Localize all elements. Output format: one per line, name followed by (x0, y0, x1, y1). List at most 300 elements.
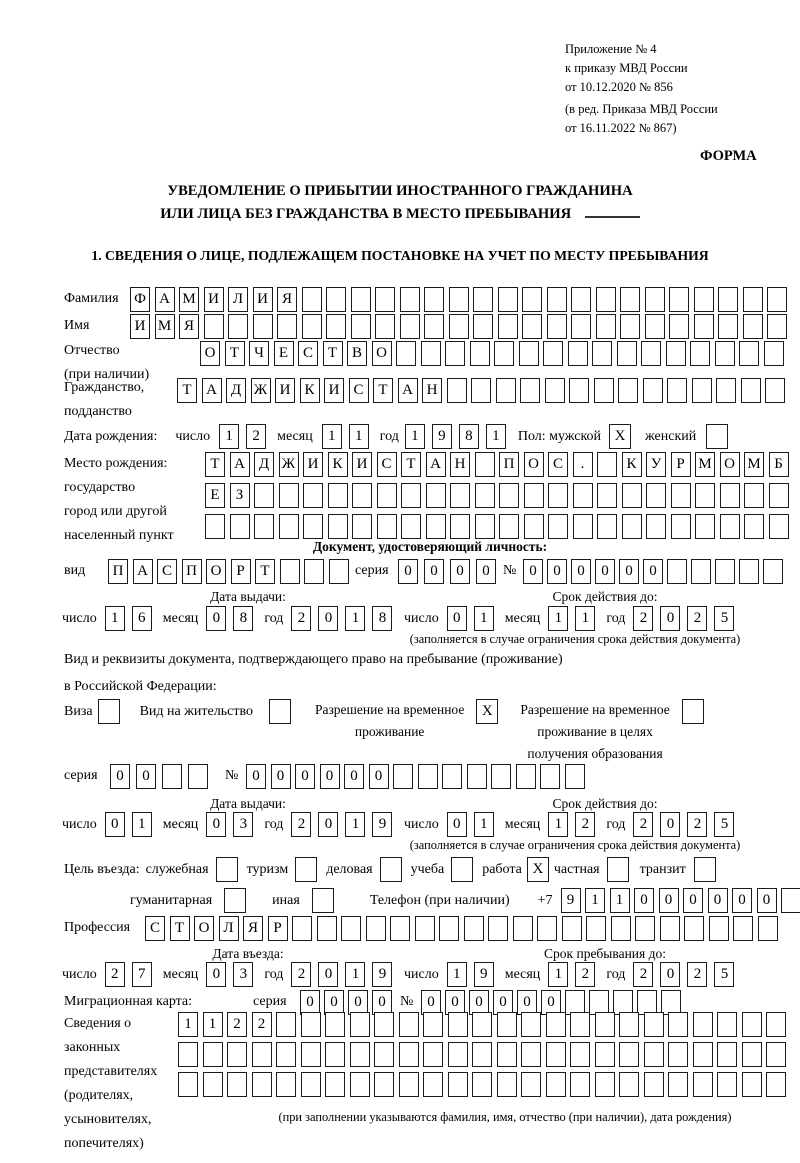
char-cell[interactable]: Т (373, 378, 393, 403)
char-cell[interactable] (252, 1042, 272, 1067)
char-cell[interactable]: . (573, 452, 593, 477)
char-cell[interactable] (695, 514, 715, 539)
char-cell[interactable]: 0 (348, 990, 368, 1015)
char-cell[interactable] (375, 287, 395, 312)
char-cell[interactable] (439, 916, 459, 941)
char-cell[interactable]: 0 (643, 559, 663, 584)
char-cell[interactable] (693, 1072, 713, 1097)
char-cell[interactable]: П (108, 559, 128, 584)
char-cell[interactable]: Д (226, 378, 246, 403)
char-cell[interactable]: П (182, 559, 202, 584)
char-cell[interactable] (543, 341, 563, 366)
char-cell[interactable] (595, 1072, 615, 1097)
char-cell[interactable] (448, 1042, 468, 1067)
char-cell[interactable] (617, 341, 637, 366)
char-cell[interactable] (715, 559, 735, 584)
char-cell[interactable] (325, 1072, 345, 1097)
char-cell[interactable]: Л (219, 916, 239, 941)
char-cell[interactable] (620, 287, 640, 312)
char-cell[interactable]: 0 (683, 888, 703, 913)
char-cell[interactable] (562, 916, 582, 941)
char-cell[interactable]: 0 (318, 812, 338, 837)
char-cell[interactable] (720, 514, 740, 539)
char-cell[interactable] (671, 514, 691, 539)
char-cell[interactable] (341, 916, 361, 941)
char-cell[interactable] (709, 916, 729, 941)
char-cell[interactable] (366, 916, 386, 941)
char-cell[interactable]: 0 (619, 559, 639, 584)
char-cell[interactable] (497, 1042, 517, 1067)
char-cell[interactable] (667, 378, 687, 403)
char-cell[interactable] (669, 314, 689, 339)
char-cell[interactable]: 1 (203, 1012, 223, 1037)
char-cell[interactable]: Т (177, 378, 197, 403)
char-cell[interactable]: 0 (369, 764, 389, 789)
char-cell[interactable]: М (744, 452, 764, 477)
char-cell[interactable]: Л (228, 287, 248, 312)
char-cell[interactable]: К (300, 378, 320, 403)
char-cell[interactable] (448, 1072, 468, 1097)
char-cell[interactable]: Я (243, 916, 263, 941)
char-cell[interactable]: 0 (206, 962, 226, 987)
char-cell[interactable] (325, 1042, 345, 1067)
char-cell[interactable] (473, 287, 493, 312)
char-cell[interactable] (644, 1012, 664, 1037)
char-cell[interactable] (499, 514, 519, 539)
char-cell[interactable]: 0 (318, 606, 338, 631)
char-cell[interactable] (695, 483, 715, 508)
char-cell[interactable]: И (204, 287, 224, 312)
char-cell[interactable] (415, 916, 435, 941)
char-cell[interactable]: 0 (595, 559, 615, 584)
char-cell[interactable] (573, 514, 593, 539)
char-cell[interactable]: Я (277, 287, 297, 312)
char-cell[interactable]: А (230, 452, 250, 477)
char-cell[interactable]: И (253, 287, 273, 312)
char-cell[interactable] (497, 1012, 517, 1037)
char-cell[interactable] (276, 1012, 296, 1037)
char-cell[interactable] (597, 514, 617, 539)
char-cell[interactable] (374, 1072, 394, 1097)
char-cell[interactable] (302, 287, 322, 312)
char-cell[interactable] (449, 314, 469, 339)
char-cell[interactable] (595, 1042, 615, 1067)
char-cell[interactable] (619, 1072, 639, 1097)
char-cell[interactable] (301, 1072, 321, 1097)
char-cell[interactable]: Т (255, 559, 275, 584)
char-cell[interactable]: 0 (295, 764, 315, 789)
char-cell[interactable]: 0 (708, 888, 728, 913)
char-cell[interactable]: О (524, 452, 544, 477)
char-cell[interactable] (421, 341, 441, 366)
char-cell[interactable] (597, 483, 617, 508)
char-cell[interactable] (691, 559, 711, 584)
purpose-official-checkbox[interactable] (216, 857, 238, 882)
char-cell[interactable]: Т (323, 341, 343, 366)
char-cell[interactable] (540, 764, 560, 789)
char-cell[interactable] (227, 1072, 247, 1097)
char-cell[interactable] (205, 514, 225, 539)
char-cell[interactable]: 0 (757, 888, 777, 913)
char-cell[interactable] (276, 1042, 296, 1067)
char-cell[interactable] (769, 483, 789, 508)
char-cell[interactable]: 0 (372, 990, 392, 1015)
char-cell[interactable]: 8 (372, 606, 392, 631)
char-cell[interactable]: Б (769, 452, 789, 477)
char-cell[interactable]: Я (179, 314, 199, 339)
char-cell[interactable] (374, 1042, 394, 1067)
char-cell[interactable] (276, 1072, 296, 1097)
char-cell[interactable]: 1 (486, 424, 506, 449)
char-cell[interactable] (693, 1042, 713, 1067)
char-cell[interactable] (499, 483, 519, 508)
char-cell[interactable] (467, 764, 487, 789)
char-cell[interactable]: Е (205, 483, 225, 508)
char-cell[interactable]: Д (254, 452, 274, 477)
char-cell[interactable] (546, 1072, 566, 1097)
char-cell[interactable] (739, 341, 759, 366)
char-cell[interactable] (690, 341, 710, 366)
char-cell[interactable] (667, 559, 687, 584)
char-cell[interactable]: 9 (372, 812, 392, 837)
char-cell[interactable]: З (230, 483, 250, 508)
char-cell[interactable]: 0 (450, 559, 470, 584)
char-cell[interactable]: 0 (660, 962, 680, 987)
char-cell[interactable]: 0 (547, 559, 567, 584)
male-checkbox[interactable]: X (609, 424, 631, 449)
char-cell[interactable]: 1 (219, 424, 239, 449)
char-cell[interactable]: 0 (318, 962, 338, 987)
char-cell[interactable] (424, 314, 444, 339)
char-cell[interactable] (781, 888, 800, 913)
char-cell[interactable] (720, 483, 740, 508)
char-cell[interactable] (325, 1012, 345, 1037)
char-cell[interactable]: 7 (132, 962, 152, 987)
char-cell[interactable] (254, 483, 274, 508)
char-cell[interactable]: 0 (476, 559, 496, 584)
char-cell[interactable]: 8 (233, 606, 253, 631)
char-cell[interactable] (280, 559, 300, 584)
char-cell[interactable]: 0 (541, 990, 561, 1015)
char-cell[interactable] (594, 378, 614, 403)
char-cell[interactable]: 1 (345, 606, 365, 631)
char-cell[interactable] (520, 378, 540, 403)
char-cell[interactable]: Р (231, 559, 251, 584)
char-cell[interactable] (743, 287, 763, 312)
char-cell[interactable] (447, 378, 467, 403)
char-cell[interactable] (475, 452, 495, 477)
char-cell[interactable] (521, 1042, 541, 1067)
char-cell[interactable] (548, 483, 568, 508)
char-cell[interactable]: 0 (421, 990, 441, 1015)
char-cell[interactable] (203, 1072, 223, 1097)
char-cell[interactable]: С (548, 452, 568, 477)
char-cell[interactable]: 1 (474, 812, 494, 837)
char-cell[interactable] (766, 1042, 786, 1067)
char-cell[interactable]: С (298, 341, 318, 366)
char-cell[interactable] (666, 341, 686, 366)
char-cell[interactable]: 0 (634, 888, 654, 913)
char-cell[interactable] (475, 483, 495, 508)
char-cell[interactable] (635, 916, 655, 941)
char-cell[interactable]: 5 (714, 962, 734, 987)
char-cell[interactable] (546, 1042, 566, 1067)
char-cell[interactable]: 0 (320, 764, 340, 789)
char-cell[interactable] (547, 314, 567, 339)
char-cell[interactable]: 2 (291, 812, 311, 837)
char-cell[interactable]: 1 (548, 812, 568, 837)
char-cell[interactable] (694, 314, 714, 339)
char-cell[interactable] (519, 341, 539, 366)
char-cell[interactable] (328, 483, 348, 508)
char-cell[interactable] (668, 1012, 688, 1037)
char-cell[interactable] (715, 341, 735, 366)
char-cell[interactable]: Ж (251, 378, 271, 403)
char-cell[interactable] (763, 559, 783, 584)
char-cell[interactable] (766, 1072, 786, 1097)
char-cell[interactable]: 0 (136, 764, 156, 789)
char-cell[interactable] (203, 1042, 223, 1067)
char-cell[interactable] (426, 514, 446, 539)
char-cell[interactable] (279, 514, 299, 539)
char-cell[interactable] (497, 1072, 517, 1097)
char-cell[interactable]: 0 (571, 559, 591, 584)
char-cell[interactable]: 0 (206, 606, 226, 631)
char-cell[interactable] (660, 916, 680, 941)
char-cell[interactable] (472, 1072, 492, 1097)
char-cell[interactable] (565, 764, 585, 789)
char-cell[interactable]: И (130, 314, 150, 339)
char-cell[interactable]: 0 (246, 764, 266, 789)
char-cell[interactable] (450, 514, 470, 539)
char-cell[interactable] (390, 916, 410, 941)
char-cell[interactable] (646, 514, 666, 539)
char-cell[interactable] (470, 341, 490, 366)
char-cell[interactable]: 3 (233, 962, 253, 987)
char-cell[interactable] (352, 514, 372, 539)
char-cell[interactable] (769, 514, 789, 539)
char-cell[interactable] (592, 341, 612, 366)
char-cell[interactable]: 0 (424, 559, 444, 584)
char-cell[interactable] (303, 483, 323, 508)
char-cell[interactable] (350, 1042, 370, 1067)
char-cell[interactable] (692, 378, 712, 403)
purpose-transit-checkbox[interactable] (694, 857, 716, 882)
char-cell[interactable] (426, 483, 446, 508)
char-cell[interactable] (571, 314, 591, 339)
char-cell[interactable] (717, 1042, 737, 1067)
char-cell[interactable] (548, 514, 568, 539)
char-cell[interactable] (597, 452, 617, 477)
char-cell[interactable] (464, 916, 484, 941)
char-cell[interactable] (596, 287, 616, 312)
char-cell[interactable] (204, 314, 224, 339)
char-cell[interactable] (595, 1012, 615, 1037)
char-cell[interactable] (399, 1072, 419, 1097)
char-cell[interactable]: А (202, 378, 222, 403)
char-cell[interactable]: О (206, 559, 226, 584)
char-cell[interactable]: 1 (349, 424, 369, 449)
char-cell[interactable]: А (155, 287, 175, 312)
char-cell[interactable] (350, 1072, 370, 1097)
char-cell[interactable]: 1 (322, 424, 342, 449)
char-cell[interactable] (423, 1012, 443, 1037)
purpose-humanitarian-checkbox[interactable] (224, 888, 246, 913)
char-cell[interactable] (424, 287, 444, 312)
char-cell[interactable] (767, 287, 787, 312)
char-cell[interactable]: 6 (132, 606, 152, 631)
char-cell[interactable] (498, 287, 518, 312)
char-cell[interactable] (449, 287, 469, 312)
char-cell[interactable]: У (646, 452, 666, 477)
char-cell[interactable]: 1 (548, 962, 568, 987)
char-cell[interactable] (375, 314, 395, 339)
char-cell[interactable]: 2 (687, 962, 707, 987)
char-cell[interactable] (644, 1072, 664, 1097)
char-cell[interactable] (545, 378, 565, 403)
char-cell[interactable]: И (303, 452, 323, 477)
char-cell[interactable] (326, 287, 346, 312)
char-cell[interactable]: Н (422, 378, 442, 403)
char-cell[interactable]: М (155, 314, 175, 339)
char-cell[interactable]: 0 (344, 764, 364, 789)
char-cell[interactable]: 1 (405, 424, 425, 449)
char-cell[interactable] (570, 1042, 590, 1067)
char-cell[interactable] (645, 314, 665, 339)
char-cell[interactable] (521, 1072, 541, 1097)
temp-residence-edu-checkbox[interactable] (682, 699, 704, 724)
char-cell[interactable] (401, 483, 421, 508)
char-cell[interactable] (253, 314, 273, 339)
char-cell[interactable]: 0 (732, 888, 752, 913)
char-cell[interactable]: 2 (575, 812, 595, 837)
char-cell[interactable]: 1 (105, 606, 125, 631)
char-cell[interactable] (162, 764, 182, 789)
char-cell[interactable]: Т (401, 452, 421, 477)
char-cell[interactable]: 2 (291, 606, 311, 631)
char-cell[interactable]: 0 (300, 990, 320, 1015)
char-cell[interactable] (570, 1072, 590, 1097)
char-cell[interactable]: И (324, 378, 344, 403)
char-cell[interactable]: 2 (246, 424, 266, 449)
char-cell[interactable] (742, 1012, 762, 1037)
char-cell[interactable]: И (275, 378, 295, 403)
char-cell[interactable]: 0 (660, 812, 680, 837)
residence-permit-checkbox[interactable] (269, 699, 291, 724)
char-cell[interactable] (399, 1042, 419, 1067)
char-cell[interactable]: 2 (105, 962, 125, 987)
char-cell[interactable] (351, 314, 371, 339)
char-cell[interactable] (498, 314, 518, 339)
char-cell[interactable] (739, 559, 759, 584)
char-cell[interactable] (472, 1042, 492, 1067)
char-cell[interactable] (524, 483, 544, 508)
char-cell[interactable] (596, 314, 616, 339)
char-cell[interactable]: 9 (432, 424, 452, 449)
char-cell[interactable]: 0 (517, 990, 537, 1015)
char-cell[interactable] (230, 514, 250, 539)
visa-checkbox[interactable] (98, 699, 120, 724)
char-cell[interactable]: А (426, 452, 446, 477)
purpose-study-checkbox[interactable] (451, 857, 473, 882)
char-cell[interactable]: 9 (372, 962, 392, 987)
char-cell[interactable] (744, 514, 764, 539)
char-cell[interactable]: 9 (561, 888, 581, 913)
char-cell[interactable] (742, 1042, 762, 1067)
char-cell[interactable]: 1 (345, 962, 365, 987)
char-cell[interactable] (292, 916, 312, 941)
char-cell[interactable]: Е (274, 341, 294, 366)
char-cell[interactable]: С (377, 452, 397, 477)
char-cell[interactable]: Ф (130, 287, 150, 312)
char-cell[interactable]: 0 (105, 812, 125, 837)
char-cell[interactable]: И (352, 452, 372, 477)
char-cell[interactable]: 1 (575, 606, 595, 631)
char-cell[interactable] (767, 314, 787, 339)
char-cell[interactable]: В (347, 341, 367, 366)
char-cell[interactable] (326, 314, 346, 339)
char-cell[interactable] (570, 1012, 590, 1037)
char-cell[interactable] (718, 314, 738, 339)
char-cell[interactable]: Р (268, 916, 288, 941)
char-cell[interactable] (178, 1072, 198, 1097)
char-cell[interactable]: Ч (249, 341, 269, 366)
char-cell[interactable] (496, 378, 516, 403)
char-cell[interactable]: 0 (659, 888, 679, 913)
char-cell[interactable] (377, 483, 397, 508)
char-cell[interactable] (668, 1042, 688, 1067)
char-cell[interactable] (393, 764, 413, 789)
char-cell[interactable] (473, 314, 493, 339)
char-cell[interactable] (475, 514, 495, 539)
char-cell[interactable] (643, 378, 663, 403)
char-cell[interactable] (399, 1012, 419, 1037)
char-cell[interactable] (352, 483, 372, 508)
char-cell[interactable] (522, 314, 542, 339)
char-cell[interactable] (423, 1042, 443, 1067)
char-cell[interactable]: 5 (714, 606, 734, 631)
char-cell[interactable] (491, 764, 511, 789)
char-cell[interactable] (227, 1042, 247, 1067)
char-cell[interactable]: 1 (447, 962, 467, 987)
char-cell[interactable]: 1 (474, 606, 494, 631)
char-cell[interactable]: 1 (585, 888, 605, 913)
char-cell[interactable] (766, 1012, 786, 1037)
char-cell[interactable]: 0 (469, 990, 489, 1015)
char-cell[interactable]: К (622, 452, 642, 477)
char-cell[interactable]: Ж (279, 452, 299, 477)
char-cell[interactable] (764, 341, 784, 366)
char-cell[interactable]: С (145, 916, 165, 941)
char-cell[interactable]: 0 (206, 812, 226, 837)
char-cell[interactable] (733, 916, 753, 941)
char-cell[interactable]: 0 (398, 559, 418, 584)
char-cell[interactable] (302, 314, 322, 339)
char-cell[interactable]: 8 (459, 424, 479, 449)
char-cell[interactable]: Т (205, 452, 225, 477)
char-cell[interactable]: А (398, 378, 418, 403)
char-cell[interactable]: 5 (714, 812, 734, 837)
char-cell[interactable] (671, 483, 691, 508)
purpose-other-checkbox[interactable] (312, 888, 334, 913)
char-cell[interactable] (374, 1012, 394, 1037)
char-cell[interactable] (569, 378, 589, 403)
char-cell[interactable]: 2 (575, 962, 595, 987)
char-cell[interactable] (301, 1042, 321, 1067)
char-cell[interactable] (400, 314, 420, 339)
char-cell[interactable]: 0 (493, 990, 513, 1015)
char-cell[interactable] (442, 764, 462, 789)
